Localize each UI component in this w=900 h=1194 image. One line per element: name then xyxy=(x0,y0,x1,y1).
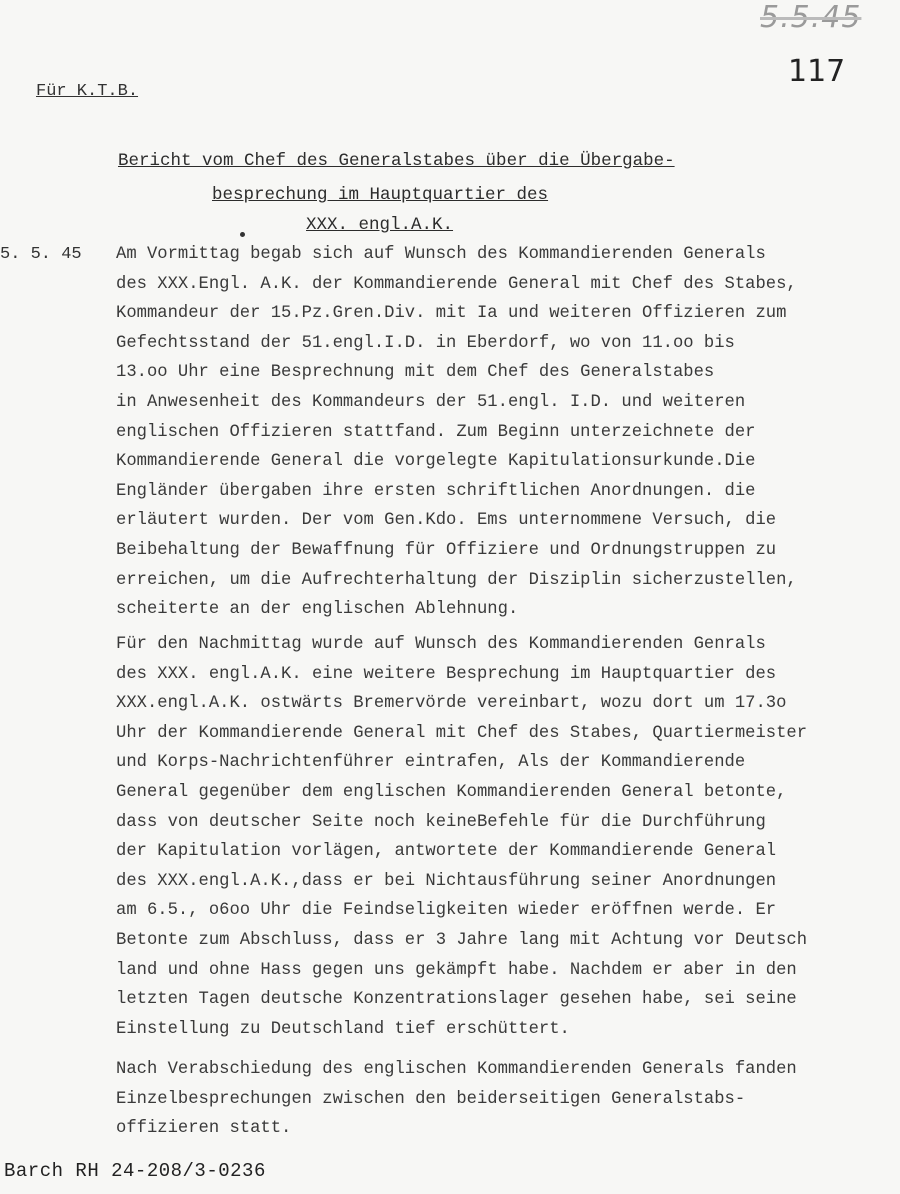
text-line: offizieren statt. xyxy=(116,1119,292,1139)
text-line: dass von deutscher Seite noch keineBefehle für die Durchführung xyxy=(116,812,766,832)
title-line-2: besprechung im Hauptquartier des xyxy=(212,185,549,205)
text-line: erreichen, um die Aufrechterhaltung der Disziplin sicherzustellen, xyxy=(116,570,797,590)
page-number: 117 xyxy=(788,54,846,89)
text-line: des XXX.engl.A.K.,dass er bei Nichtausführung seiner Anordnungen xyxy=(116,871,777,891)
text-line: Uhr der Kommandierende General mit Chef des Stabes, Quartiermeister xyxy=(116,723,808,743)
text-line: Kommandeur der 15.Pz.Gren.Div. mit Ia und weiteren Offizieren zum xyxy=(116,304,787,324)
text-line: Einzelbesprechungen zwischen den beiderseitigen Generalstabs- xyxy=(116,1089,746,1109)
text-line: Kommandierende General die vorgelegte Kapitulationsurkunde.Die xyxy=(116,452,756,472)
title-line-1: Bericht vom Chef des Generalstabes über die Übergabe- xyxy=(118,151,675,171)
paragraph-3 xyxy=(116,1055,900,1144)
text-line: der Kapitulation vorlägen, antwortete der Kommandierende General xyxy=(116,842,777,862)
paragraph-1 xyxy=(116,240,900,625)
text-line: General gegenüber dem englischen Kommandierenden General betonte, xyxy=(116,782,787,802)
text-line: am 6.5., o6oo Uhr die Feindseligkeiten wieder eröffnen werde. Er xyxy=(116,901,777,921)
handwritten-date-stamp: 5.5.45 xyxy=(760,0,862,35)
text-line: scheiterte an der englischen Ablehnung. xyxy=(116,600,519,620)
header-label: Für K.T.B. xyxy=(36,82,139,101)
paragraph-2 xyxy=(116,630,900,1044)
ink-dot xyxy=(240,232,245,237)
text-line: Für den Nachmittag wurde auf Wunsch des Kommandierenden Genrals xyxy=(116,635,766,654)
text-line: Einstellung zu Deutschland tief erschüttert. xyxy=(116,1019,570,1039)
text-line: Betonte zum Abschluss, dass er 3 Jahre lang mit Achtung vor Deutsch xyxy=(116,930,808,950)
text-line: Beibehaltung der Bewaffnung für Offiziere und Ordnungstruppen zu xyxy=(116,540,777,560)
text-line: Am Vormittag begab sich auf Wunsch des Kommandierenden Generals xyxy=(116,245,766,264)
text-line: Gefechtsstand der 51.engl.I.D. in Eberdorf, wo von 11.oo bis xyxy=(116,333,735,353)
text-line: Engländer übergaben ihre ersten schriftlichen Anordnungen. die xyxy=(116,481,756,501)
text-line: und Korps-Nachrichtenführer eintrafen, Als der Kommandierende xyxy=(116,753,746,773)
text-line: des XXX. engl.A.K. eine weitere Besprechung im Hauptquartier des xyxy=(116,664,777,684)
text-line: in Anwesenheit des Kommandeurs der 51.engl. I.D. und weiteren xyxy=(116,392,746,412)
title-line-3: XXX. engl.A.K. xyxy=(306,215,454,235)
text-line: Nach Verabschiedung des englischen Kommandierenden Generals fanden xyxy=(116,1060,797,1079)
text-line: land und ohne Hass gegen uns gekämpft habe. Nachdem er aber in den xyxy=(116,960,797,980)
text-line: englischen Offizieren stattfand. Zum Beginn unterzeichnete der xyxy=(116,422,756,442)
text-line: des XXX.Engl. A.K. der Kommandierende General mit Chef des Stabes, xyxy=(116,274,797,294)
archive-reference: Barch RH 24-208/3-0236 xyxy=(4,1160,266,1182)
text-line: erläutert wurden. Der vom Gen.Kdo. Ems unternommene Versuch, die xyxy=(116,511,777,531)
text-line: letzten Tagen deutsche Konzentrationslager gesehen habe, sei seine xyxy=(116,990,797,1010)
text-line: XXX.engl.A.K. ostwärts Bremervörde vereinbart, wozu dort um 17.3o xyxy=(116,694,787,714)
margin-date: 5. 5. 45 xyxy=(0,245,82,264)
text-line: 13.oo Uhr eine Besprechnung mit dem Chef des Generalstabes xyxy=(116,363,715,383)
